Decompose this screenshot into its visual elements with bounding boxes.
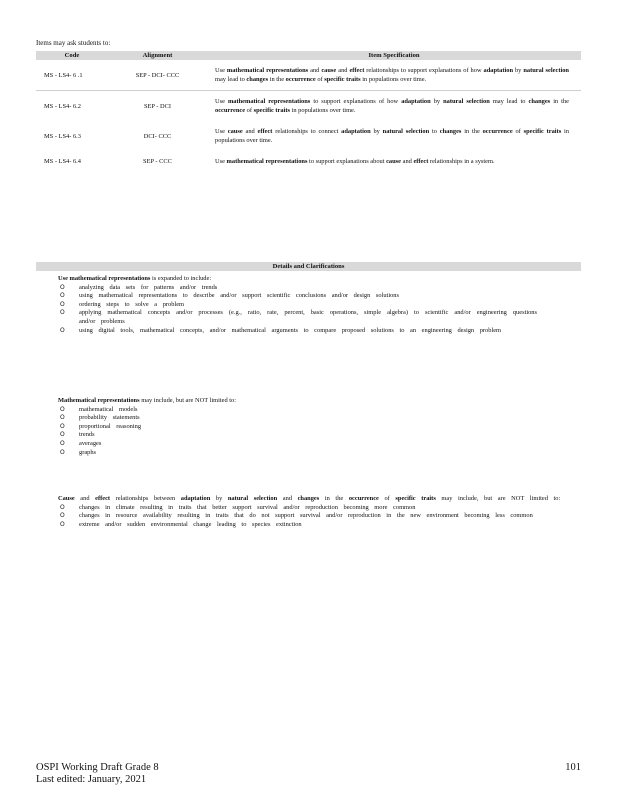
text-run: Use (215, 128, 228, 135)
text-run: in populations over time. (289, 107, 356, 114)
text-run: in the (461, 128, 483, 135)
bold-term: occurrence (215, 107, 246, 114)
section-bullet (36, 397, 581, 406)
table-row (36, 151, 581, 172)
circle-bullet-icon: O (60, 292, 65, 300)
list-item-text: proportional reasoning (79, 422, 142, 430)
circle-bullet-icon: O (60, 283, 65, 291)
bold-term: representations (266, 67, 309, 74)
circle-bullet-icon: O (60, 431, 65, 439)
text-run: may lead to (489, 98, 529, 105)
section-title (58, 397, 581, 406)
square-bullet-icon (36, 275, 58, 284)
list-item-text: ordering steps to solve a problem (79, 300, 185, 308)
bold-term: adaptation (483, 67, 514, 74)
list-item (36, 440, 581, 449)
row-alignment: SEP - DCI- CCC (108, 60, 207, 91)
bold-term: Cause (58, 495, 75, 502)
bold-term: adaptation (180, 495, 211, 502)
sub-list (36, 406, 581, 458)
bold-term: specific (324, 76, 345, 83)
bold-term: occurrence (348, 495, 379, 502)
circle-bullet-icon: O (60, 503, 65, 511)
row-code: MS - LS4- 6.3 (44, 132, 81, 140)
text-run: of (245, 107, 254, 114)
bold-term: changes (528, 98, 551, 105)
bold-term: natural selection (443, 98, 490, 105)
list-item (36, 414, 581, 423)
text-run: relationships to connect (272, 128, 342, 135)
table-row (36, 91, 581, 122)
row-alignment: SEP - CCC (143, 158, 172, 165)
list-item (36, 327, 581, 336)
text-run: Use (215, 67, 227, 74)
circle-bullet-icon: O (60, 300, 65, 308)
page-number: 101 (565, 762, 581, 773)
text-run: and (401, 158, 414, 165)
text-run: to support explanations of how (310, 98, 402, 105)
sub-list (36, 504, 581, 530)
list-item (36, 406, 581, 415)
bold-term: traits (421, 495, 436, 502)
row-code: MS - LS4- 6.2 (44, 102, 81, 110)
section-title-bold: Mathematical representations (58, 397, 140, 404)
bold-term: natural selection (382, 128, 430, 135)
list-item-text: extreme and/or sudden environmental change leading to species extinction (79, 520, 302, 528)
text-run: may lead to (215, 76, 247, 83)
list-item (36, 284, 581, 293)
bold-term: cause (227, 128, 243, 135)
list-item-text: using digital tools, mathematical concepts, and/or mathematical arguments to compare proposed solutions to an engineering design problem (79, 326, 502, 334)
intro-text: Items may ask students to: (36, 39, 111, 47)
text-run: and (336, 67, 350, 74)
square-bullet-icon (36, 495, 58, 504)
bold-term: effect (349, 67, 365, 74)
bold-term: changes (246, 76, 269, 83)
bold-term: occurrence (482, 128, 513, 135)
sub-list (36, 284, 581, 336)
bold-term: natural selection (523, 67, 569, 74)
circle-bullet-icon: O (60, 512, 65, 520)
circle-bullet-icon: O (60, 439, 65, 447)
bold-term: cause (386, 158, 402, 165)
row-alignment: DCI- CCC (143, 132, 172, 140)
list-item (36, 309, 581, 326)
row-code: MS - LS4- 6.4 (44, 158, 81, 165)
row-alignment: SEP - DCI (143, 102, 172, 110)
bold-term: mathematical (226, 67, 265, 74)
bold-term: traits (346, 76, 361, 83)
text-run: to support explanations about (307, 158, 387, 165)
bold-term: changes (297, 495, 320, 502)
header-item-specification: Item Specification (207, 51, 581, 60)
bold-term: specific (253, 107, 274, 114)
section-title-rest: may include, but are NOT limited to: (139, 397, 237, 404)
section-title (58, 495, 581, 504)
details-section (36, 275, 581, 335)
text-run: and (308, 67, 322, 74)
footer-draft-label: OSPI Working Draft Grade 8 (36, 762, 159, 773)
text-run: in the (319, 495, 349, 502)
circle-bullet-icon: O (60, 326, 65, 334)
text-run: in populations over time. (360, 76, 427, 83)
list-item-text: mathematical models (79, 405, 138, 413)
list-item (36, 512, 581, 521)
text-run: relationships in a system. (428, 158, 495, 165)
list-item (36, 504, 581, 513)
list-item (36, 449, 581, 458)
row-specification (207, 91, 581, 122)
section-bullet (36, 495, 581, 504)
text-run: relationships to support explanations of how (364, 67, 484, 74)
list-item-text: using mathematical representations to describe and/or support scientific conclusions and/or design solutions (79, 292, 399, 300)
bold-term: occurrence (285, 76, 316, 83)
text-run: by (370, 128, 383, 135)
circle-bullet-icon: O (60, 405, 65, 413)
section-title (58, 275, 581, 284)
text-run: may include, but are NOT limited to: (435, 495, 561, 502)
row-specification (207, 60, 581, 91)
square-bullet-icon (36, 397, 58, 406)
bold-term: adaptation (341, 128, 371, 135)
list-item-text: analyzing data sets for patterns and/or trends (79, 283, 218, 291)
list-item (36, 521, 581, 530)
bold-term: natural selection (227, 495, 278, 502)
bold-term: cause (321, 67, 337, 74)
text-run: Use (215, 98, 228, 105)
list-item (36, 301, 581, 310)
bold-term: adaptation (401, 98, 431, 105)
list-item-text: trends (79, 431, 95, 439)
row-specification (207, 121, 581, 151)
bold-term: specific (523, 128, 544, 135)
details-section (36, 495, 581, 529)
circle-bullet-icon: O (60, 414, 65, 422)
details-clarifications-header: Details and Clarifications (36, 262, 581, 271)
section-bullet (36, 275, 581, 284)
bold-term: mathematical (226, 158, 264, 165)
text-run: to (429, 128, 440, 135)
list-item (36, 292, 581, 301)
text-run: and (277, 495, 298, 502)
list-item-text: graphs (79, 448, 97, 456)
list-item-text: probability statements (79, 414, 140, 422)
table-row (36, 60, 581, 91)
text-run: relationships between (110, 495, 181, 502)
details-section (36, 397, 581, 457)
bold-term: specific (395, 495, 416, 502)
text-run: in the (268, 76, 286, 83)
bold-term: representations (268, 98, 311, 105)
table-row (36, 121, 581, 151)
section-title-rest: is expanded to include: (150, 275, 212, 282)
section-title-bold: Use mathematical representations (58, 275, 151, 282)
header-alignment: Alignment (108, 51, 207, 60)
bold-term: effect (257, 128, 273, 135)
list-item-text: applying mathematical concepts and/or processes (e.g., ratio, rate, percent, basic operations, simple algebra) to scientific and/or engineering questions and/or problems (79, 309, 537, 325)
list-item (36, 431, 581, 440)
text-run: of (512, 128, 524, 135)
bold-term: mathematical (227, 98, 266, 105)
text-run: by (210, 495, 228, 502)
bold-term: effect (413, 158, 429, 165)
circle-bullet-icon: O (60, 520, 65, 528)
text-run: by (430, 98, 444, 105)
text-run: of (378, 495, 396, 502)
list-item-text: averages (79, 439, 102, 447)
circle-bullet-icon: O (60, 448, 65, 456)
circle-bullet-icon: O (60, 309, 65, 317)
text-run: of (315, 76, 325, 83)
bold-term: traits (275, 107, 290, 114)
bold-term: changes (439, 128, 462, 135)
bold-term: representations (265, 158, 308, 165)
text-run: by (513, 67, 524, 74)
text-run: in populations over time. (215, 128, 569, 144)
list-item-text: changes in climate resulting in traits that better support survival and/or reproduction becoming more common (79, 503, 416, 511)
list-item (36, 423, 581, 432)
list-item-text: changes in resource availability resulting in traits that do not support survival and/or reproduction in the new environment becoming less common (79, 512, 533, 520)
header-code: Code (36, 51, 108, 60)
footer-last-edited: Last edited: January, 2021 (36, 774, 147, 785)
bold-term: traits (546, 128, 562, 135)
text-run: and (74, 495, 96, 502)
table-header-row (36, 51, 581, 60)
text-run: Use (215, 158, 227, 165)
text-run: and (242, 128, 258, 135)
specification-table (36, 51, 581, 172)
footer (36, 762, 159, 786)
bold-term: effect (95, 495, 111, 502)
row-specification (207, 151, 581, 172)
circle-bullet-icon: O (60, 422, 65, 430)
row-code: MS - LS4- 6 .1 (36, 60, 108, 91)
text-run: in the (550, 98, 569, 105)
